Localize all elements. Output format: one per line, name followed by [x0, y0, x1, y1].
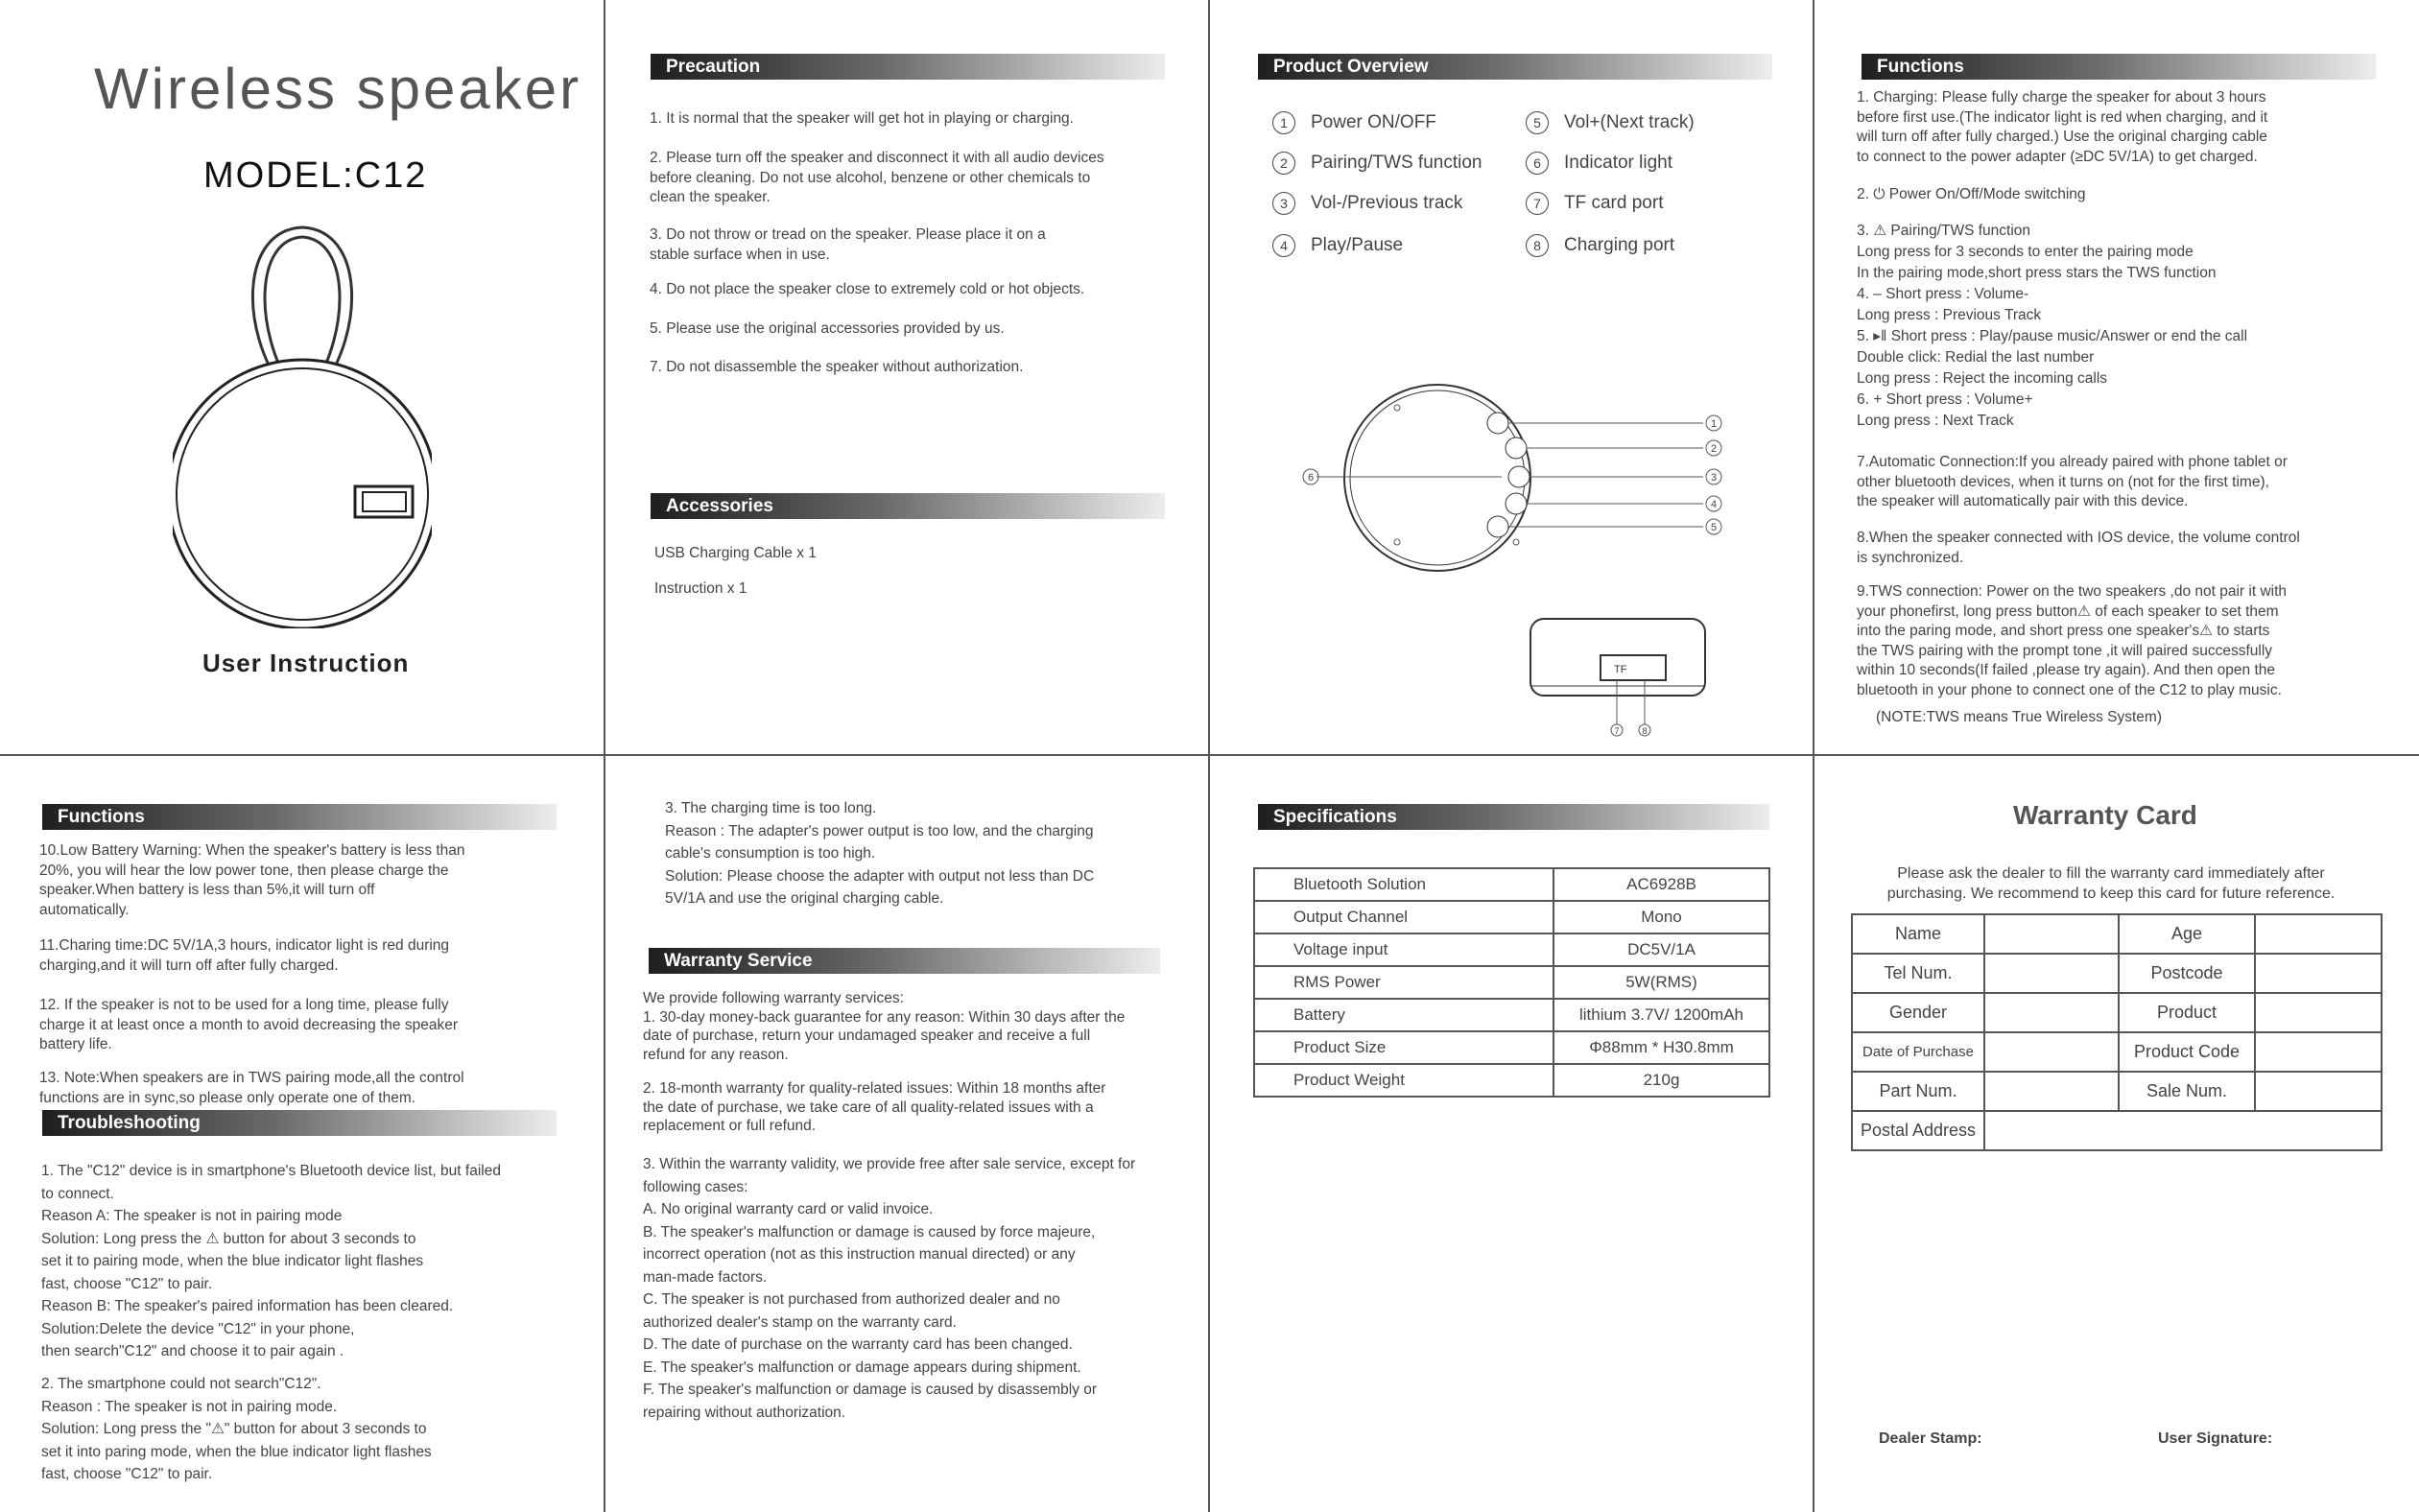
table-row: Output Channel Mono — [1254, 901, 1769, 933]
name-field[interactable] — [1984, 914, 2119, 954]
sale-num-field[interactable] — [2255, 1072, 2382, 1111]
specifications-heading: Specifications — [1258, 804, 1769, 830]
specifications-table — [1253, 867, 1770, 1098]
diagram-number: 7 — [1614, 726, 1620, 736]
tf-label: TF — [1614, 664, 1627, 675]
part-num-field[interactable] — [1984, 1072, 2119, 1111]
cover-title: Wireless speaker — [94, 57, 582, 121]
speaker-illustration — [173, 216, 432, 628]
precaution-item: 7. Do not disassemble the speaker without authorization. — [650, 359, 1024, 375]
function-item: 8.When the speaker connected with IOS device, the volume control is synchronized. — [1857, 530, 2300, 566]
table-row: RMS Power 5W(RMS) — [1254, 966, 1769, 999]
gender-field[interactable] — [1984, 993, 2119, 1032]
overview-item: 3 Vol-/Previous track — [1272, 192, 1462, 215]
troubleshooting-item: 2. The smartphone could not search"C12". Reason : The speaker is not in pairing mode. Solution: Long press the "⚠" button for about 3 seconds to set it into paring mode, when the blue indicator light flashes fast, choose "C12" to pair. — [41, 1376, 432, 1482]
table-row: Gender Product — [1852, 993, 2382, 1032]
table-row: Name Age — [1852, 914, 2382, 954]
panel-divider — [604, 0, 605, 1512]
function-item: 11.Charing time:DC 5V/1A,3 hours, indicator light is red during charging,and it will turn off after fully charged. — [39, 937, 450, 974]
panel-divider — [1208, 0, 1210, 1512]
troubleshooting-heading: Troubleshooting — [42, 1110, 557, 1136]
product-field[interactable] — [2255, 993, 2382, 1032]
warranty-service-item: 3. Within the warranty validity, we provide free after sale service, except for following cases: A. No original warranty card or valid invoice. B. The speaker's malfunction or damage is caused by force majeure, incorrect operation (not as this instruction manual directed) or any man-made factors. C. The speaker is not purchased from authorized dealer and no authorized dealer's stamp on the warranty card. D. The date of purchase on the warranty card has been changed. E. The speaker's malfunction or damage appears during shipment. F. The speaker's malfunction or damage is caused by disassembly or repairing without authorization. — [643, 1156, 1136, 1421]
table-row: Date of Purchase Product Code — [1852, 1032, 2382, 1072]
function-item: 2. ⏻ Power On/Off/Mode switching — [1857, 186, 2086, 202]
overview-item: 4 Play/Pause — [1272, 234, 1403, 257]
precaution-item: 3. Do not throw or tread on the speaker. Please place it on a stable surface when in use. — [650, 226, 1046, 263]
table-row: Postal Address — [1852, 1111, 2382, 1150]
overview-item: 5 Vol+(Next track) — [1526, 111, 1695, 134]
overview-item: 8 Charging port — [1526, 234, 1674, 257]
precaution-item: 1. It is normal that the speaker will get hot in playing or charging. — [650, 110, 1074, 127]
accessory-item: USB Charging Cable x 1 — [654, 545, 817, 561]
precaution-item: 5. Please use the original accessories provided by us. — [650, 320, 1005, 337]
product-code-field[interactable] — [2255, 1032, 2382, 1072]
purchase-date-field[interactable] — [1984, 1032, 2119, 1072]
warranty-card-title: Warranty Card — [2013, 800, 2197, 830]
functions-heading: Functions — [1862, 54, 2376, 80]
accessory-item: Instruction x 1 — [654, 580, 747, 597]
warranty-service-item: 2. 18-month warranty for quality-related issues: Within 18 months after the date of purchase, we take care of all quality-related issues with a replacement or full refund. — [643, 1080, 1106, 1134]
tel-field[interactable] — [1984, 954, 2119, 993]
panel-divider — [1813, 0, 1814, 1512]
troubleshooting-item: 3. The charging time is too long. Reason : The adapter's power output is too low, and the charging cable's consumption is too high. Solution: Please choose the adapter with output not less than DC 5V/1A and use the original charging cable. — [665, 800, 1095, 907]
accessories-heading: Accessories — [651, 493, 1165, 519]
diagram-number: 1 — [1710, 418, 1718, 430]
warranty-card-intro: Please ask the dealer to fill the warranty card immediately after purchasing. We recommend to keep this card for future reference. — [1886, 865, 2336, 902]
table-row: Product Size Φ88mm * H30.8mm — [1254, 1031, 1769, 1064]
warranty-service-item: We provide following warranty services: 1. 30-day money-back guarantee for any reason: Within 30 days after the date of purchase, return your undamaged speaker and receive a full refund for any reason. — [643, 990, 1126, 1063]
speaker-top-diagram — [1295, 369, 1727, 600]
warranty-service-heading: Warranty Service — [649, 948, 1160, 974]
overview-item: 2 Pairing/TWS function — [1272, 152, 1482, 175]
diagram-number: 5 — [1710, 522, 1718, 533]
precaution-item: 4. Do not place the speaker close to extremely cold or hot objects. — [650, 281, 1085, 297]
tws-note: (NOTE:TWS means True Wireless System) — [1876, 709, 2162, 725]
panel-divider — [0, 754, 2419, 756]
overview-item: 1 Power ON/OFF — [1272, 111, 1436, 134]
overview-item: 7 TF card port — [1526, 192, 1663, 215]
function-item: 1. Charging: Please fully charge the speaker for about 3 hours before first use.(The indicator light is red when charging, and it will turn off after fully charged.) Use the original charging cable to connect to the power adapter (≥DC 5V/1A) to get charged. — [1857, 89, 2268, 165]
function-item: 7.Automatic Connection:If you already paired with phone tablet or other bluetooth devices, when it turns on (not for the first time), the speaker will automatically pair with this device. — [1857, 454, 2288, 509]
user-signature-label: User Signature: — [2158, 1430, 2273, 1447]
model-label: MODEL:C12 — [203, 155, 428, 196]
table-row: Voltage input DC5V/1A — [1254, 933, 1769, 966]
function-item: 10.Low Battery Warning: When the speaker's battery is less than 20%, you will hear the low power tone, then please charge the speaker.When battery is less than 5%,it will turn off automatically. — [39, 842, 465, 918]
function-item: 13. Note:When speakers are in TWS pairing mode,all the control functions are in sync,so please only operate one of them. — [39, 1070, 464, 1106]
table-row: Part Num. Sale Num. — [1852, 1072, 2382, 1111]
postal-address-field[interactable] — [1984, 1111, 2382, 1150]
function-item: 9.TWS connection: Power on the two speakers ,do not pair it with your phonefirst, long press button⚠ of each speaker to set them into the paring mode, and short press one speaker's⚠ to starts the TWS pairing with the prompt tone ,it will paired successfully within 10 seconds(If failed ,please try again). And then open the bluetooth in your phone to connect one of the C12 to play music. — [1857, 583, 2288, 698]
postcode-field[interactable] — [2255, 954, 2382, 993]
function-item: 3. ⚠ Pairing/TWS function Long press for 3 seconds to enter the pairing mode In the pairing mode,short press stars the TWS function 4. – Short press : Volume- Long press : Previous Track 5. ▸‖ Short press : Play/pause music/Answer or end the call Double click: Redial the last number Long press : Reject the incoming calls 6. + Short press : Volume+ Long press : Next Track — [1857, 223, 2248, 429]
speaker-side-diagram — [1526, 614, 1718, 739]
overview-heading: Product Overview — [1258, 54, 1772, 80]
diagram-number: 4 — [1710, 499, 1718, 510]
table-row: Bluetooth Solution AC6928B — [1254, 868, 1769, 901]
diagram-number: 8 — [1642, 726, 1648, 736]
troubleshooting-item: 1. The "C12" device is in smartphone's Bluetooth device list, but failed to connect. Reason A: The speaker is not in pairing mode Solution: Long press the ⚠ button for about 3 seconds to set it to pairing mode, when the blue indicator light flashes fast, choose "C12" to pair. Reason B: The speaker's paired information has been cleared. Solution:Delete the device "C12" in your phone, then search"C12" and choose it to pair again . — [41, 1163, 501, 1359]
diagram-number: 6 — [1307, 472, 1315, 484]
warranty-card-table — [1851, 913, 2383, 1151]
precaution-heading: Precaution — [651, 54, 1165, 80]
age-field[interactable] — [2255, 914, 2382, 954]
table-row: Tel Num. Postcode — [1852, 954, 2382, 993]
functions-heading: Functions — [42, 804, 557, 830]
user-instruction-label: User Instruction — [202, 649, 410, 677]
table-row: Battery lithium 3.7V/ 1200mAh — [1254, 999, 1769, 1031]
diagram-number: 3 — [1710, 472, 1718, 484]
overview-item: 6 Indicator light — [1526, 152, 1672, 175]
precaution-item: 2. Please turn off the speaker and disconnect it with all audio devices before cleaning. Do not use alcohol, benzene or other chemicals to clean the speaker. — [650, 150, 1104, 205]
function-item: 12. If the speaker is not to be used for a long time, please fully charge it at least once a month to avoid decreasing the speaker battery life. — [39, 997, 458, 1052]
table-row: Product Weight 210g — [1254, 1064, 1769, 1097]
diagram-number: 2 — [1710, 443, 1718, 455]
dealer-stamp-label: Dealer Stamp: — [1879, 1430, 1982, 1447]
